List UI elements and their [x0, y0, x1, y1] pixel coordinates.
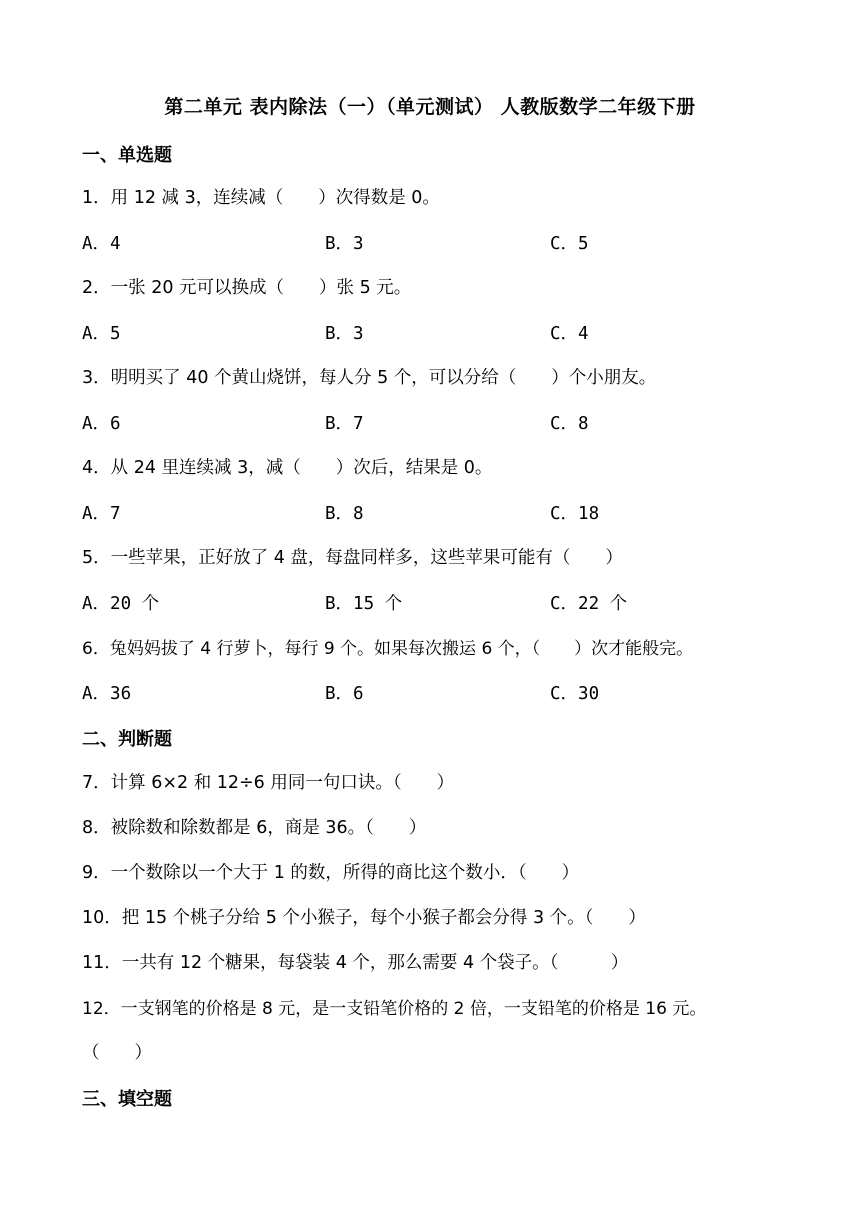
- question-6: 6．兔妈妈拔了 4 行萝卜，每行 9 个。如果每次搬运 6 个，（ ）次才能般完。: [82, 639, 694, 659]
- q1-option-a: A．4: [82, 234, 121, 254]
- q2-option-b: B．3: [325, 324, 364, 344]
- page-title: 第二单元 表内除法（一）（单元测试） 人教版数学二年级下册: [164, 96, 696, 118]
- question-5: 5．一些苹果，正好放了 4 盘，每盘同样多，这些苹果可能有（ ）: [82, 548, 623, 568]
- q4-option-b: B．8: [325, 504, 364, 524]
- question-8: 8．被除数和除数都是 6，商是 36。（ ）: [82, 818, 427, 838]
- question-1: 1．用 12 减 3，连续减（ ）次得数是 0。: [82, 188, 440, 208]
- section-heading-true-false: 二、判断题: [82, 729, 172, 750]
- q6-option-b: B．6: [325, 684, 364, 704]
- q5-option-b: B．15 个: [325, 594, 403, 614]
- section-heading-fill-in: 三、填空题: [82, 1089, 172, 1110]
- q5-option-a: A．20 个: [82, 594, 160, 614]
- q6-option-c: C．30: [550, 684, 600, 704]
- section-heading-single-choice: 一、单选题: [82, 145, 172, 166]
- question-11: 11．一共有 12 个糖果，每袋装 4 个，那么需要 4 个袋子。（ ）: [82, 953, 629, 973]
- question-4: 4．从 24 里连续减 3，减（ ）次后，结果是 0。: [82, 458, 493, 478]
- q6-option-a: A．36: [82, 684, 132, 704]
- question-9: 9．一个数除以一个大于 1 的数，所得的商比这个数小．（ ）: [82, 863, 580, 883]
- q3-option-b: B．7: [325, 414, 364, 434]
- question-2: 2．一张 20 元可以换成（ ）张 5 元。: [82, 278, 412, 298]
- question-3: 3．明明买了 40 个黄山烧饼，每人分 5 个，可以分给（ ）个小朋友。: [82, 368, 657, 388]
- q2-option-a: A．5: [82, 324, 121, 344]
- question-12-answer-blank: （ ）: [82, 1043, 152, 1063]
- q5-option-c: C．22 个: [550, 594, 628, 614]
- question-7: 7．计算 6×2 和 12÷6 用同一句口诀。（ ）: [82, 773, 455, 793]
- q1-option-b: B．3: [325, 234, 364, 254]
- q3-option-c: C．8: [550, 414, 589, 434]
- question-12: 12．一支钢笔的价格是 8 元，是一支铅笔价格的 2 倍，一支铅笔的价格是 16 元。: [82, 999, 707, 1019]
- question-10: 10．把 15 个桃子分给 5 个小猴子，每个小猴子都会分得 3 个。（ ）: [82, 908, 646, 928]
- q1-option-c: C．5: [550, 234, 589, 254]
- q4-option-c: C．18: [550, 504, 600, 524]
- q3-option-a: A．6: [82, 414, 121, 434]
- q2-option-c: C．4: [550, 324, 589, 344]
- q4-option-a: A．7: [82, 504, 121, 524]
